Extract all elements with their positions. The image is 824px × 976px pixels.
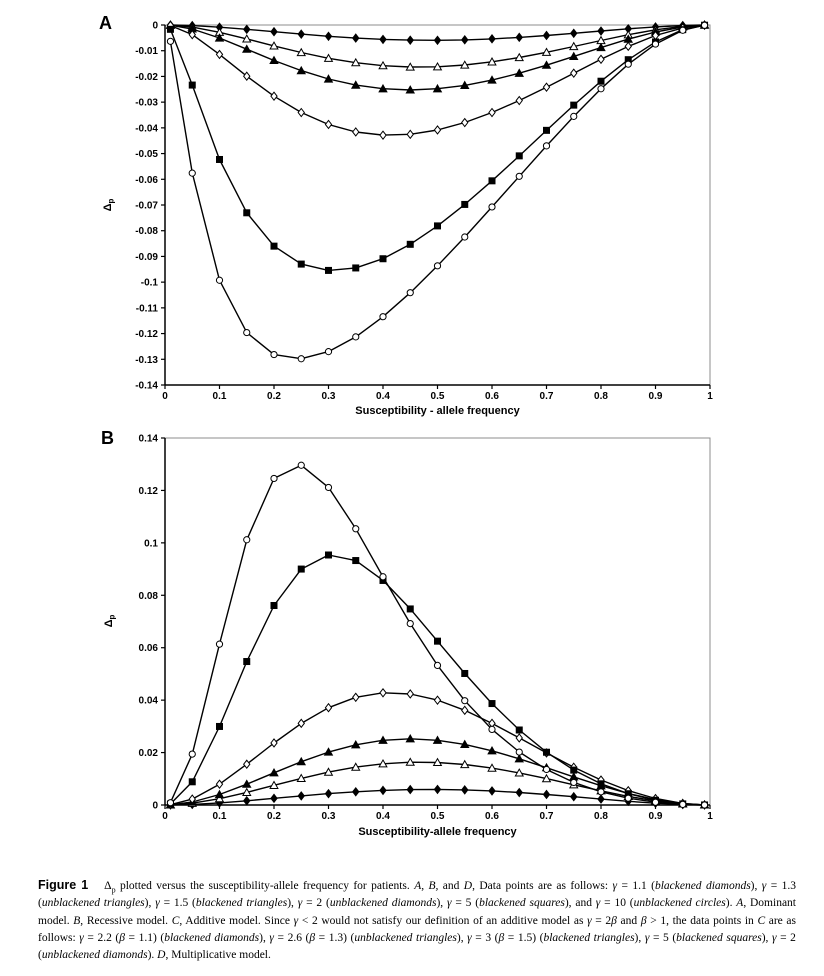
- unblackened-circle-marker: [489, 726, 495, 732]
- y-tick-label: -0.12: [135, 329, 158, 341]
- series-γ=5: [167, 552, 707, 808]
- unblackened-circle-marker: [462, 234, 468, 240]
- y-tick-label: -0.04: [135, 123, 158, 135]
- blackened-diamond-marker: [244, 25, 250, 33]
- unblackened-circle-marker: [189, 751, 195, 757]
- blackened-diamond-marker: [434, 785, 440, 793]
- x-tick-label: 0.9: [648, 811, 663, 822]
- x-tick-label: 0.5: [430, 391, 445, 402]
- blackened-square-marker: [435, 638, 441, 644]
- figure-caption-text: $\Delta_p$ plotted versus the susceptibility-allele frequency for patients. A, B, and D, Data points are as follows: γ = 1.1 (blackened diamonds), γ = 1.3 (unblackened triangles), γ = 1.5 (blackened triangles), γ = 2 (unblackened diamonds), γ = 5 (blackened squares), and γ = 10 (unblackened circles). A, Dominant model. B, Recessive model. C, Additive model. Since γ < 2 would not satisfy our definition of an additive model as γ = 2β and β > 1, the data points in C are as follows: γ = 2.2 (β = 1.1) (blackened diamonds), γ = 2.6 (β = 1.3) (unblackened triangles), γ = 3 (β = 1.5) (blackened triangles), γ = 5 (blackened squares), γ = 2 (unblackened diamonds). D, Multiplicative model.: [38, 880, 797, 961]
- blackened-diamond-marker: [489, 35, 495, 43]
- y-tick-label: -0.03: [135, 97, 158, 109]
- unblackened-circle-marker: [244, 329, 250, 335]
- unblackened-diamond-marker: [353, 693, 359, 701]
- unblackened-circle-marker: [625, 61, 631, 67]
- x-axis: [162, 805, 713, 822]
- x-tick-label: 0.5: [430, 811, 445, 822]
- blackened-square-marker: [271, 603, 277, 609]
- unblackened-diamond-marker: [244, 760, 250, 768]
- y-tick-label: -0.02: [135, 71, 158, 83]
- unblackened-circle-marker: [571, 113, 577, 119]
- x-tick-label: 0.4: [376, 811, 390, 822]
- series-γ=5: [167, 22, 707, 273]
- blackened-square-marker: [244, 210, 250, 216]
- x-tick-label: 0.1: [212, 391, 227, 402]
- x-tick-label: 0.7: [539, 391, 554, 402]
- blackened-square-marker: [544, 127, 550, 133]
- blackened-diamond-marker: [271, 794, 277, 802]
- unblackened-diamond-marker: [516, 97, 522, 105]
- unblackened-diamond-marker: [571, 69, 577, 77]
- unblackened-circle-marker: [271, 351, 277, 357]
- unblackened-circle-marker: [325, 484, 331, 490]
- blackened-diamond-marker: [571, 29, 577, 37]
- unblackened-circle-marker: [167, 800, 173, 806]
- x-axis-title: Susceptibility - allele frequency: [355, 405, 520, 417]
- x-tick-label: 1: [707, 811, 713, 822]
- blackened-diamond-marker: [325, 790, 331, 798]
- unblackened-circle-marker: [571, 779, 577, 785]
- blackened-square-marker: [244, 659, 250, 665]
- series-line: [170, 25, 704, 359]
- unblackened-circle-marker: [353, 526, 359, 532]
- blackened-diamond-marker: [353, 34, 359, 42]
- delta-p-axis-label: $\Delta_p$: [102, 198, 116, 212]
- x-tick-label: 0.6: [485, 391, 499, 402]
- unblackened-circle-marker: [189, 170, 195, 176]
- series-γ=10: [167, 462, 707, 808]
- blackened-square-marker: [462, 670, 468, 676]
- unblackened-diamond-marker: [353, 128, 359, 136]
- unblackened-diamond-marker: [407, 690, 413, 698]
- unblackened-circle-marker: [652, 799, 658, 805]
- unblackened-circle-marker: [489, 204, 495, 210]
- unblackened-circle-marker: [652, 41, 658, 47]
- y-tick-label: 0: [152, 800, 158, 812]
- unblackened-circle-marker: [298, 356, 304, 362]
- delta-p-axis-label: $\Delta_p$: [103, 614, 117, 628]
- blackened-square-marker: [598, 781, 604, 787]
- blackened-diamond-marker: [516, 33, 522, 41]
- unblackened-diamond-marker: [434, 696, 440, 704]
- unblackened-circle-marker: [462, 698, 468, 704]
- blackened-diamond-marker: [462, 36, 468, 44]
- x-axis: [162, 385, 713, 402]
- x-tick-label: 0.9: [648, 391, 663, 402]
- y-tick-label: -0.13: [135, 354, 158, 366]
- unblackened-circle-marker: [516, 749, 522, 755]
- blackened-square-marker: [571, 102, 577, 108]
- unblackened-diamond-marker: [462, 119, 468, 127]
- unblackened-circle-marker: [680, 801, 686, 807]
- unblackened-diamond-marker: [216, 50, 222, 58]
- unblackened-circle-marker: [701, 22, 707, 28]
- blackened-square-marker: [189, 82, 195, 88]
- blackened-square-marker: [326, 267, 332, 273]
- unblackened-circle-marker: [625, 795, 631, 801]
- unblackened-circle-marker: [216, 277, 222, 283]
- unblackened-diamond-marker: [407, 130, 413, 138]
- unblackened-diamond-marker: [516, 734, 522, 742]
- x-tick-label: 0.2: [267, 811, 281, 822]
- unblackened-diamond-marker: [216, 780, 222, 788]
- x-tick-label: 0.3: [321, 811, 336, 822]
- unblackened-diamond-marker: [271, 739, 277, 747]
- x-tick-label: 0.1: [212, 811, 227, 822]
- blackened-diamond-marker: [489, 787, 495, 795]
- blackened-square-marker: [407, 606, 413, 612]
- x-tick-label: 0: [162, 391, 168, 402]
- y-axis: [135, 21, 165, 392]
- unblackened-circle-marker: [434, 662, 440, 668]
- x-axis-title: Susceptibility-allele frequency: [358, 826, 517, 838]
- blackened-diamond-marker: [543, 790, 549, 798]
- y-tick-label: 0.02: [138, 748, 158, 760]
- plot-frame: [165, 438, 710, 805]
- blackened-diamond-marker: [516, 789, 522, 797]
- unblackened-diamond-marker: [271, 92, 277, 100]
- y-tick-label: -0.07: [135, 200, 158, 212]
- unblackened-diamond-marker: [380, 689, 386, 697]
- panel-a-chart: [0, 0, 824, 425]
- unblackened-circle-marker: [244, 537, 250, 543]
- unblackened-diamond-marker: [625, 42, 631, 50]
- figure-caption-label: Figure 1: [38, 878, 89, 892]
- blackened-square-marker: [298, 261, 304, 267]
- unblackened-diamond-marker: [380, 131, 386, 139]
- y-tick-label: -0.01: [135, 46, 158, 58]
- unblackened-diamond-marker: [489, 109, 495, 117]
- blackened-diamond-marker: [543, 31, 549, 39]
- blackened-square-marker: [380, 256, 386, 262]
- unblackened-circle-marker: [167, 38, 173, 44]
- blackened-diamond-marker: [298, 792, 304, 800]
- unblackened-diamond-marker: [244, 72, 250, 80]
- blackened-square-marker: [167, 26, 173, 32]
- unblackened-circle-marker: [216, 641, 222, 647]
- unblackened-circle-marker: [325, 349, 331, 355]
- unblackened-diamond-marker: [598, 55, 604, 63]
- blackened-square-marker: [326, 552, 332, 558]
- x-tick-label: 0: [162, 811, 168, 822]
- y-tick-label: 0.06: [138, 643, 158, 655]
- blackened-square-marker: [462, 201, 468, 207]
- blackened-diamond-marker: [407, 36, 413, 44]
- unblackened-circle-marker: [407, 620, 413, 626]
- series-line: [170, 555, 704, 805]
- unblackened-diamond-marker: [543, 83, 549, 91]
- y-axis: [139, 434, 165, 812]
- blackened-diamond-marker: [380, 786, 386, 794]
- series-γ=10: [167, 22, 707, 362]
- blackened-square-marker: [489, 178, 495, 184]
- blackened-square-marker: [271, 243, 277, 249]
- blackened-square-marker: [516, 153, 522, 159]
- blackened-diamond-marker: [598, 795, 604, 803]
- y-tick-label: -0.09: [135, 251, 158, 263]
- y-tick-label: -0.06: [135, 174, 158, 186]
- unblackened-circle-marker: [701, 802, 707, 808]
- unblackened-circle-marker: [598, 789, 604, 795]
- blackened-diamond-marker: [434, 36, 440, 44]
- blackened-diamond-marker: [271, 28, 277, 36]
- unblackened-circle-marker: [434, 263, 440, 269]
- blackened-square-marker: [435, 223, 441, 229]
- unblackened-circle-marker: [407, 290, 413, 296]
- unblackened-circle-marker: [543, 143, 549, 149]
- x-tick-label: 0.3: [321, 391, 336, 402]
- x-tick-label: 0.8: [594, 811, 608, 822]
- blackened-square-marker: [298, 566, 304, 572]
- blackened-square-marker: [489, 701, 495, 707]
- x-tick-label: 0.6: [485, 811, 499, 822]
- unblackened-circle-marker: [271, 475, 277, 481]
- blackened-square-marker: [353, 558, 359, 564]
- blackened-diamond-marker: [598, 27, 604, 35]
- blackened-triangle-marker: [243, 45, 251, 52]
- x-tick-label: 1: [707, 391, 713, 402]
- series-line: [170, 25, 704, 270]
- unblackened-diamond-marker: [434, 126, 440, 134]
- unblackened-diamond-marker: [325, 704, 331, 712]
- blackened-diamond-marker: [353, 788, 359, 796]
- y-tick-label: -0.08: [135, 226, 158, 238]
- x-tick-label: 0.8: [594, 391, 608, 402]
- blackened-diamond-marker: [571, 793, 577, 801]
- unblackened-circle-marker: [380, 314, 386, 320]
- blackened-square-marker: [353, 265, 359, 271]
- blackened-diamond-marker: [380, 35, 386, 43]
- y-tick-label: 0.08: [138, 590, 158, 602]
- blackened-diamond-marker: [298, 30, 304, 38]
- unblackened-diamond-marker: [298, 719, 304, 727]
- y-tick-label: 0.1: [144, 538, 158, 550]
- series-line: [170, 465, 704, 805]
- y-tick-label: 0: [152, 20, 158, 32]
- unblackened-circle-marker: [380, 574, 386, 580]
- unblackened-diamond-marker: [462, 706, 468, 714]
- x-tick-label: 0.2: [267, 391, 281, 402]
- blackened-square-marker: [217, 723, 223, 729]
- panel-a-label: A: [99, 13, 112, 33]
- series-line: [170, 25, 704, 67]
- unblackened-circle-marker: [543, 766, 549, 772]
- y-tick-label: 0.14: [138, 433, 158, 445]
- panel-b-label: B: [101, 428, 114, 448]
- unblackened-circle-marker: [516, 173, 522, 179]
- unblackened-circle-marker: [680, 27, 686, 33]
- blackened-square-marker: [407, 241, 413, 247]
- unblackened-circle-marker: [298, 462, 304, 468]
- y-tick-label: -0.14: [135, 380, 158, 392]
- blackened-square-marker: [571, 767, 577, 773]
- y-tick-label: 0.12: [138, 485, 158, 497]
- y-tick-label: -0.1: [140, 277, 158, 289]
- blackened-square-marker: [544, 749, 550, 755]
- figure-caption: [38, 876, 796, 964]
- blackened-diamond-marker: [462, 786, 468, 794]
- blackened-diamond-marker: [325, 32, 331, 40]
- x-tick-label: 0.7: [539, 811, 554, 822]
- unblackened-diamond-marker: [298, 109, 304, 117]
- blackened-square-marker: [598, 78, 604, 84]
- unblackened-diamond-marker: [325, 120, 331, 128]
- blackened-diamond-marker: [244, 797, 250, 805]
- y-tick-label: 0.04: [138, 695, 158, 707]
- panel-b-chart: [0, 425, 824, 860]
- y-tick-label: -0.05: [135, 149, 158, 161]
- unblackened-circle-marker: [598, 86, 604, 92]
- unblackened-circle-marker: [353, 334, 359, 340]
- x-tick-label: 0.4: [376, 391, 390, 402]
- y-tick-label: -0.11: [135, 303, 158, 315]
- blackened-square-marker: [189, 779, 195, 785]
- blackened-diamond-marker: [407, 786, 413, 794]
- blackened-square-marker: [217, 156, 223, 162]
- blackened-square-marker: [516, 727, 522, 733]
